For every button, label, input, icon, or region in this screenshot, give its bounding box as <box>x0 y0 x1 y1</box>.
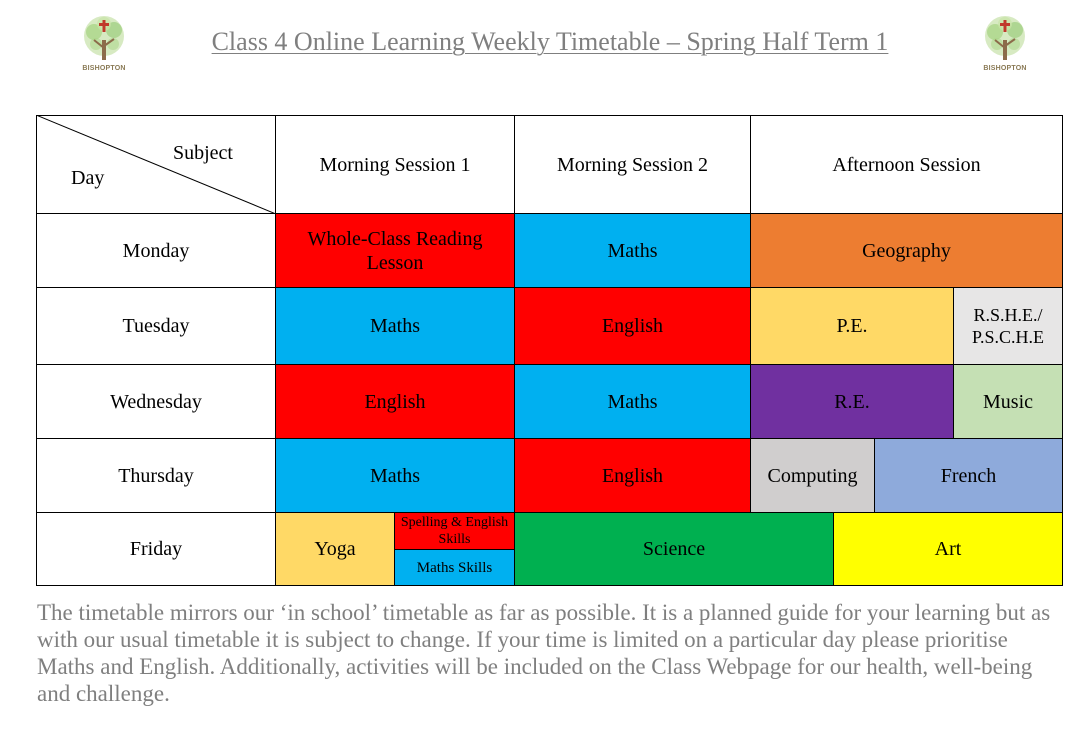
school-logo-right <box>979 14 1031 76</box>
column-header: Morning Session 2 <box>514 115 751 214</box>
lesson-cell: R.S.H.E./ P.S.C.H.E <box>953 287 1063 365</box>
lesson-cell: English <box>514 438 751 513</box>
lesson-cell: Music <box>953 364 1063 439</box>
timetable-note: The timetable mirrors our ‘in school’ timetable as far as possible. It is a planned guide for your learning but as with our usual timetable it is subject to change. If your time is limited on a particular day please prioritise Maths and English. Additionally, activities will be included on the Class Webpage for our health, well-being and challenge. <box>37 600 1051 706</box>
timetable <box>36 115 1063 586</box>
lesson-cell: Art <box>833 512 1063 586</box>
lesson-cell: P.E. <box>750 287 954 365</box>
diagonal-divider <box>36 115 276 214</box>
school-logo-left <box>78 14 130 76</box>
lesson-cell: R.E. <box>750 364 954 439</box>
lesson-cell: Maths <box>514 364 751 439</box>
lesson-cell: English <box>275 364 515 439</box>
lesson-cell: Geography <box>750 213 1063 288</box>
lesson-cell: Maths <box>275 287 515 365</box>
lesson-cell: Computing <box>750 438 875 513</box>
day-label: Wednesday <box>36 364 276 439</box>
lesson-cell: English <box>514 287 751 365</box>
tree-icon <box>979 14 1031 66</box>
day-label: Monday <box>36 213 276 288</box>
day-label: Friday <box>36 512 276 586</box>
corner-cell <box>36 115 276 214</box>
lesson-cell: Yoga <box>275 512 395 586</box>
page-title: Class 4 Online Learning Weekly Timetable – Spring Half Term 1 <box>211 27 889 56</box>
lesson-cell: Science <box>514 512 834 586</box>
column-header: Morning Session 1 <box>275 115 515 214</box>
day-label: Thursday <box>36 438 276 513</box>
corner-subject-label: Subject <box>173 142 233 164</box>
column-header: Afternoon Session <box>750 115 1063 214</box>
lesson-cell: Maths Skills <box>394 549 515 586</box>
logo-text: BISHOPTON <box>983 65 1027 72</box>
lesson-cell: Spelling & English Skills <box>394 512 515 550</box>
corner-day-label: Day <box>71 167 105 189</box>
lesson-cell: Whole-Class Reading Lesson <box>275 213 515 288</box>
tree-icon <box>78 14 130 66</box>
day-label: Tuesday <box>36 287 276 365</box>
logo-text: BISHOPTON <box>82 65 126 72</box>
lesson-cell: Maths <box>514 213 751 288</box>
lesson-cell: Maths <box>275 438 515 513</box>
lesson-cell: French <box>874 438 1063 513</box>
